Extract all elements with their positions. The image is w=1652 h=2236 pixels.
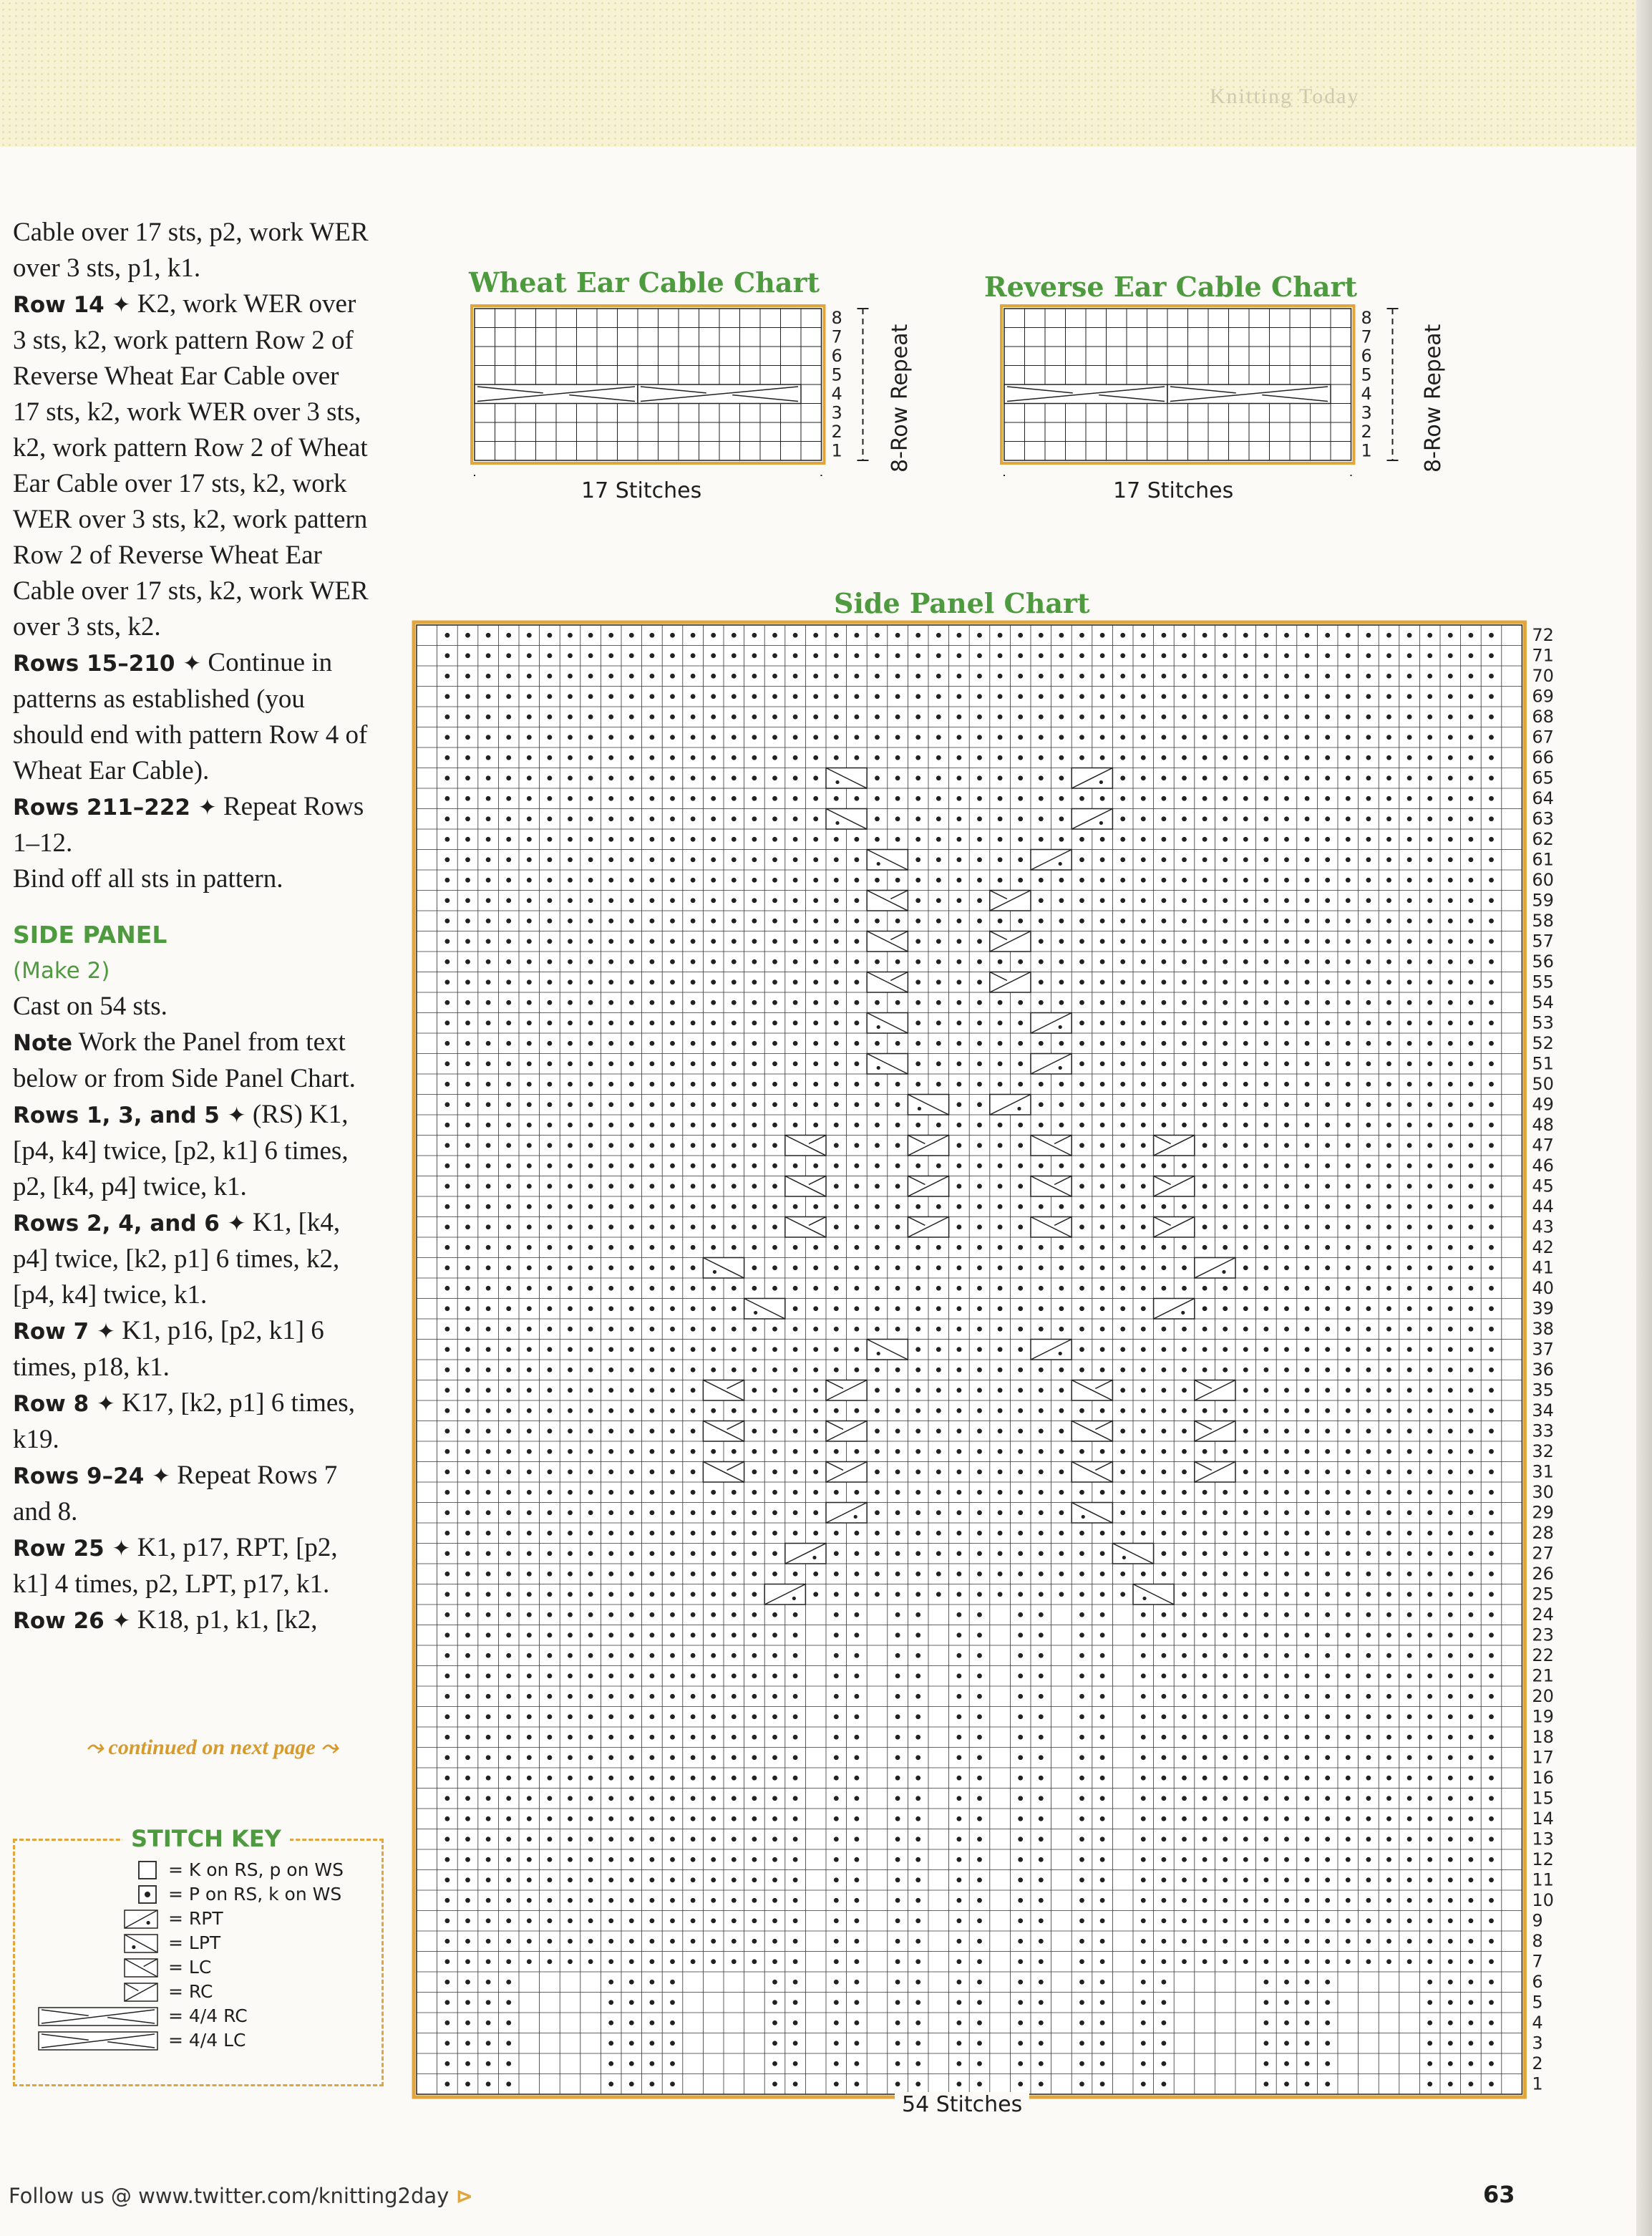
row-number: 45: [1532, 1176, 1554, 1196]
row-number: 20: [1532, 1686, 1554, 1706]
row-number: 7: [1361, 326, 1372, 347]
row-number: 5: [831, 364, 842, 385]
row-number: 68: [1532, 707, 1554, 727]
row-number: 10: [1532, 1890, 1554, 1910]
row-number: 7: [831, 326, 842, 347]
row-number: 29: [1532, 1502, 1554, 1523]
row-number: 55: [1532, 972, 1554, 992]
row-number: 52: [1532, 1033, 1554, 1053]
stitch-key-title: STITCH KEY: [122, 1825, 290, 1852]
instruction-text: Work the Panel from text below or from Side Panel Chart.: [13, 1027, 356, 1093]
chart-grid: [417, 625, 1522, 2094]
row-number: 34: [1532, 1400, 1554, 1421]
instruction-text: Continue in patterns as established (you should end with pattern Row 4 of Wheat Ear Cable).: [13, 648, 368, 785]
row-number: 13: [1532, 1829, 1554, 1849]
row-number: 5: [1361, 364, 1372, 385]
row-number: 46: [1532, 1156, 1554, 1176]
row-label: Rows 1, 3, and 5 ✦: [13, 1103, 246, 1128]
row-number: 4: [1532, 2013, 1543, 2033]
row-number: 4: [831, 384, 842, 404]
wheat-chart-title: Wheat Ear Cable Chart: [469, 266, 820, 299]
row-number: 60: [1532, 870, 1554, 890]
lpt-symbol-icon: [124, 1934, 160, 1955]
row-number: 72: [1532, 625, 1554, 645]
make-quantity: (Make 2): [13, 958, 110, 984]
row-number: 42: [1532, 1237, 1554, 1257]
top-decorative-band: [0, 0, 1652, 147]
instruction-paragraph: [13, 1025, 371, 1097]
row-number: 18: [1532, 1727, 1554, 1747]
row-number: 15: [1532, 1788, 1554, 1809]
instruction-text: K17, [k2, p1] 6 times, k19.: [13, 1388, 355, 1454]
row-number: 8: [1532, 1931, 1543, 1951]
row-label: Note: [13, 1030, 73, 1056]
purl-symbol-icon: [138, 1885, 160, 1907]
row-number: 47: [1532, 1135, 1554, 1156]
row-number: 19: [1532, 1706, 1554, 1727]
row-number: 1: [831, 440, 842, 461]
side-panel-instructions: [13, 989, 371, 1639]
row-number: 38: [1532, 1319, 1554, 1339]
chart-grid: [475, 309, 822, 460]
row-number: 6: [1532, 1972, 1543, 1992]
lc-symbol-icon: [124, 1958, 160, 1980]
instructions-continued: [13, 215, 371, 897]
row-label: Row 8 ✦: [13, 1391, 115, 1417]
stitch-key-label: = 4/4 LC: [168, 2030, 246, 2051]
stitch-key-item: [15, 1884, 382, 1907]
row-number: 71: [1532, 645, 1554, 666]
row-number: 3: [1361, 402, 1372, 423]
row-number: 41: [1532, 1257, 1554, 1278]
row-label: Row 7 ✦: [13, 1319, 115, 1345]
stitch-key-label: = RPT: [168, 1908, 223, 1929]
stitch-key-item: [15, 1981, 382, 2004]
instruction-text: Repeat Rows 1–12.: [13, 792, 364, 858]
stitch-key-item: [15, 2005, 382, 2028]
row-number: 2: [1361, 422, 1372, 442]
stitch-key-label: = LC: [168, 1957, 212, 1978]
stitch-key-label: = RC: [168, 1981, 213, 2002]
row-number: 62: [1532, 829, 1554, 849]
wheat-ear-cable-chart: [469, 304, 870, 476]
row-number: 27: [1532, 1543, 1554, 1564]
row-number: 2: [1532, 2053, 1543, 2073]
row-number: 5: [1532, 1992, 1543, 2013]
stitch-key-item: [15, 1859, 382, 1882]
row-label: Rows 211–222 ✦: [13, 795, 217, 821]
row-number: 56: [1532, 952, 1554, 972]
reverse-stitches-label: 17 Stitches: [1113, 478, 1234, 503]
row-number: 22: [1532, 1645, 1554, 1665]
row-number: 49: [1532, 1094, 1554, 1115]
side-chart-title: Side Panel Chart: [834, 587, 1090, 619]
row-number: 8: [1361, 308, 1372, 328]
row-number: 33: [1532, 1421, 1554, 1441]
row-number: 54: [1532, 992, 1554, 1012]
row-number: 36: [1532, 1360, 1554, 1380]
rc-symbol-icon: [124, 1983, 160, 2004]
stitch-key-label: = P on RS, k on WS: [168, 1884, 342, 1905]
label-backing: [575, 470, 718, 476]
knit-symbol-icon: [138, 1861, 160, 1882]
row-number: 17: [1532, 1747, 1554, 1768]
row-number: 39: [1532, 1298, 1554, 1319]
instruction-paragraph: [13, 286, 371, 645]
stitch-key-label: = K on RS, p on WS: [168, 1859, 344, 1880]
instruction-text: (RS) K1, [p4, k4] twice, [p2, k1] 6 times, p2, [k4, p4] twice, k1.: [13, 1100, 349, 1201]
row-number: 48: [1532, 1115, 1554, 1135]
label-backing: [1104, 470, 1248, 476]
row-number: 65: [1532, 768, 1554, 788]
side-panel-chart: [409, 619, 1583, 2109]
instruction-text: Repeat Rows 7 and 8.: [13, 1461, 338, 1526]
instruction-paragraph: [13, 215, 371, 286]
row-label: Row 25 ✦: [13, 1536, 131, 1562]
instruction-paragraph: [13, 989, 371, 1025]
instruction-text: K2, work WER over 3 sts, k2, work pattern Row 2 of Reverse Wheat Ear Cable over 17 sts, k2, work WER over 3 sts, k2, work pattern Row 2 of Wheat Ear Cable over 17 sts, k2, work WER over 3 sts, k2, work pattern Row 2 of Reverse Wheat Ear Cable over 17 sts, k2, work WER over 3 sts, k2.: [13, 289, 369, 642]
instruction-text: Cable over 17 sts, p2, work WER over 3 sts, p1, k1.: [13, 218, 369, 283]
row-number: 30: [1532, 1482, 1554, 1502]
row-label: Rows 15–210 ✦: [13, 651, 202, 677]
row-number: 32: [1532, 1441, 1554, 1461]
row-number: 24: [1532, 1605, 1554, 1625]
row-number: 59: [1532, 890, 1554, 911]
instruction-text: K1, p16, [p2, k1] 6 times, p18, k1.: [13, 1316, 324, 1382]
stitch-key-label: = 4/4 RC: [168, 2005, 248, 2026]
row-number: 6: [1361, 346, 1372, 366]
row-number: 53: [1532, 1012, 1554, 1033]
footer-follow-text[interactable]: Follow us @ www.twitter.com/knitting2day: [9, 2184, 450, 2208]
row-number: 7: [1532, 1951, 1543, 1972]
row-number: 4: [1361, 384, 1372, 404]
continued-note: ⤳ continued on next page ⤳: [86, 1736, 339, 1759]
row-number: 11: [1532, 1869, 1554, 1890]
side-stitches-label: 54 Stitches: [895, 2092, 1029, 2117]
row-number: 69: [1532, 686, 1554, 707]
row-number: 63: [1532, 808, 1554, 829]
row-number: 51: [1532, 1053, 1554, 1074]
row-label: Rows 2, 4, and 6 ✦: [13, 1211, 246, 1236]
row-number: 57: [1532, 931, 1554, 952]
instruction-paragraph: [13, 1313, 371, 1385]
instruction-text: K1, [k4, p4] twice, [k2, p1] 6 times, k2, [p4, k4] twice, k1.: [13, 1208, 341, 1310]
rpt-symbol-icon: [124, 1910, 160, 1931]
stitch-key-item: [15, 1908, 382, 1931]
row-number: 26: [1532, 1564, 1554, 1584]
row-label: Row 26 ✦: [13, 1608, 131, 1634]
row-number: 6: [831, 346, 842, 366]
row-number: 31: [1532, 1461, 1554, 1482]
footer-social: [9, 2184, 473, 2208]
row-number: 3: [1532, 2033, 1543, 2053]
row-number: 1: [1361, 440, 1372, 461]
instruction-paragraph: [13, 1097, 371, 1205]
page-number: 63: [1483, 2181, 1515, 2208]
row-number: 61: [1532, 849, 1554, 870]
row-number: 8: [831, 308, 842, 328]
instruction-text: K1, p17, RPT, [p2, k1] 4 times, p2, LPT, p17, k1.: [13, 1533, 338, 1599]
row-number: 44: [1532, 1196, 1554, 1216]
instruction-paragraph: [13, 789, 371, 861]
chart-grid: [1004, 309, 1351, 460]
row-number: 35: [1532, 1380, 1554, 1400]
instruction-paragraph: [13, 1602, 371, 1639]
side-panel-heading: SIDE PANEL: [13, 921, 167, 949]
instruction-paragraph: [13, 645, 371, 789]
instruction-text: Bind off all sts in pattern.: [13, 864, 283, 894]
row-number: 67: [1532, 727, 1554, 747]
row-number: 28: [1532, 1523, 1554, 1543]
row-number: 64: [1532, 788, 1554, 808]
row-number: 58: [1532, 911, 1554, 931]
wheat-repeat-label: 8-Row Repeat: [888, 324, 913, 473]
reverse-repeat-label: 8-Row Repeat: [1421, 324, 1446, 473]
stitch-key: [13, 1825, 384, 2086]
row-number: 70: [1532, 666, 1554, 686]
row-number: 16: [1532, 1768, 1554, 1788]
row-number: 9: [1532, 1910, 1543, 1931]
row-number: 50: [1532, 1074, 1554, 1094]
wheat-stitches-label: 17 Stitches: [581, 478, 702, 503]
row-number: 1: [1532, 2073, 1543, 2094]
reverse-chart-title: Reverse Ear Cable Chart: [984, 271, 1358, 303]
instruction-paragraph: [13, 1530, 371, 1602]
instruction-paragraph: [13, 1458, 371, 1530]
row-number: 21: [1532, 1665, 1554, 1686]
running-head: Knitting Today: [1210, 84, 1360, 108]
page-spine-shadow: [1636, 0, 1652, 2236]
row-number: 14: [1532, 1809, 1554, 1829]
row-number: 2: [831, 422, 842, 442]
stitch-key-label: = LPT: [168, 1932, 221, 1953]
row-number: 23: [1532, 1625, 1554, 1645]
row-number: 43: [1532, 1216, 1554, 1237]
instruction-text: Cast on 54 sts.: [13, 992, 167, 1021]
row-number: 3: [831, 402, 842, 423]
stitch-key-item: [15, 1932, 382, 1955]
row-number: 37: [1532, 1339, 1554, 1360]
instruction-paragraph: [13, 861, 371, 897]
row-number: 12: [1532, 1849, 1554, 1869]
footer-arrow-icon: ⊳: [455, 2184, 473, 2208]
instruction-paragraph: [13, 1385, 371, 1458]
instruction-text: K18, p1, k1, [k2,: [130, 1605, 318, 1635]
row-number: 66: [1532, 747, 1554, 768]
instruction-paragraph: [13, 1205, 371, 1313]
row-label: Rows 9–24 ✦: [13, 1463, 171, 1489]
stitch-key-item: [15, 1957, 382, 1980]
row-number: 40: [1532, 1278, 1554, 1298]
lc44-symbol-icon: [38, 2031, 160, 2053]
reverse-ear-cable-chart: [999, 304, 1399, 476]
instructions-column: [13, 215, 371, 1639]
row-label: Row 14 ✦: [13, 292, 131, 318]
stitch-key-item: [15, 2030, 382, 2053]
row-number: 25: [1532, 1584, 1554, 1605]
rc44-symbol-icon: [38, 2007, 160, 2028]
